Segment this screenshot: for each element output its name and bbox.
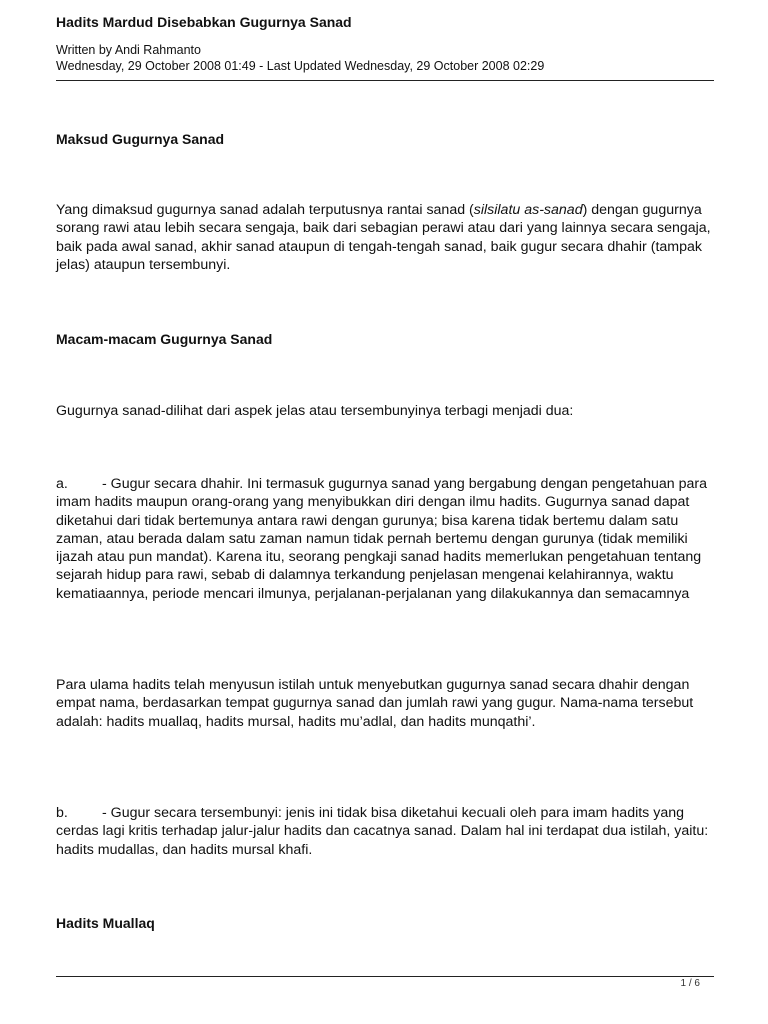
footer-divider [56, 976, 714, 977]
list-item-a [56, 475, 716, 603]
document-title: Hadits Mardud Disebabkan Gugurnya Sanad [56, 14, 352, 30]
header-divider [56, 80, 714, 81]
list-item-b [56, 804, 716, 859]
article-meta [56, 42, 714, 74]
page-header [56, 12, 714, 74]
section-heading-macam: Macam-macam Gugurnya Sanad [56, 331, 273, 347]
paragraph-intro-types: Gugurnya sanad-dilihat dari aspek jelas atau tersembunyinya terbagi menjadi dua: [56, 403, 574, 419]
page-number: 1 / 6 [680, 978, 700, 989]
paragraph-definition-start: Yang dimaksud gugurnya sanad adalah terputusnya rantai sanad ( [56, 202, 474, 218]
paragraph-definition-end: ) dengan gugurnya sorang rawi atau lebih secara sengaja, baik dari sebagian perawi atau dari yang lainnya secara sengaja, baik pada awal sanad, akhir sanad ataupun di tengah-tengah sanad, baik gugur secara dhahir (tampak jelas) ataupun tersembunyi. [56, 202, 711, 273]
section-heading-maksud: Maksud Gugurnya Sanad [56, 131, 225, 147]
date-line: Wednesday, 29 October 2008 01:49 - Last Updated Wednesday, 29 October 2008 02:29 [56, 59, 545, 73]
paragraph-ulama-terms: Para ulama hadits telah menyusun istilah untuk menyebutkan gugurnya sanad secara dhahir dengan empat nama, berdasarkan tempat gugurnya sanad dan jumlah rawi yang gugur. Nama-nama tersebut adalah: hadits muallaq, hadits mursal, hadits mu’adlal, dan hadits munqathi’. [56, 677, 694, 730]
list-item-b-text: - Gugur secara tersembunyi: jenis ini tidak bisa diketahui kecuali oleh para imam hadits yang cerdas lagi kritis terhadap jalur-jalur hadits dan cacatnya sanad. Dalam hal ini terdapat dua istilah, yaitu: hadits mudallas, dan hadits mursal khafi. [56, 805, 709, 858]
list-item-a-text: - Gugur secara dhahir. Ini termasuk gugurnya sanad yang bergabung dengan pengetahuan para imam hadits maupun orang-orang yang menyibukkan diri dengan ilmu hadits. Gugurnya sanad dapat diketahui dari tidak bertemunya antara rawi dengan gurunya; bisa karena tidak bertemu dalam satu zaman, atau berada dalam satu zaman namun tidak pernah bertemu dengan gurunya (tidak memiliki ijazah atau pun mandat). Karena itu, seorang pengkaji sanad hadits memerlukan pengetahuan tentang sejarah hidup para rawi, sebab di dalamnya terkandung penjelasan mengenai kelahirannya, waktu kematiaannya, periode mencari ilmunya, perjalanan-perjalanan yang dilakukannya dan semacamnya [56, 476, 707, 602]
silsilatu-term: silsilatu as-sanad [473, 202, 583, 218]
list-marker-a: a. [56, 476, 68, 492]
paragraph-definition [56, 201, 716, 274]
list-marker-b: b. [56, 805, 68, 821]
author-line: Written by Andi Rahmanto [56, 43, 201, 57]
section-heading-muallaq: Hadits Muallaq [56, 915, 155, 931]
